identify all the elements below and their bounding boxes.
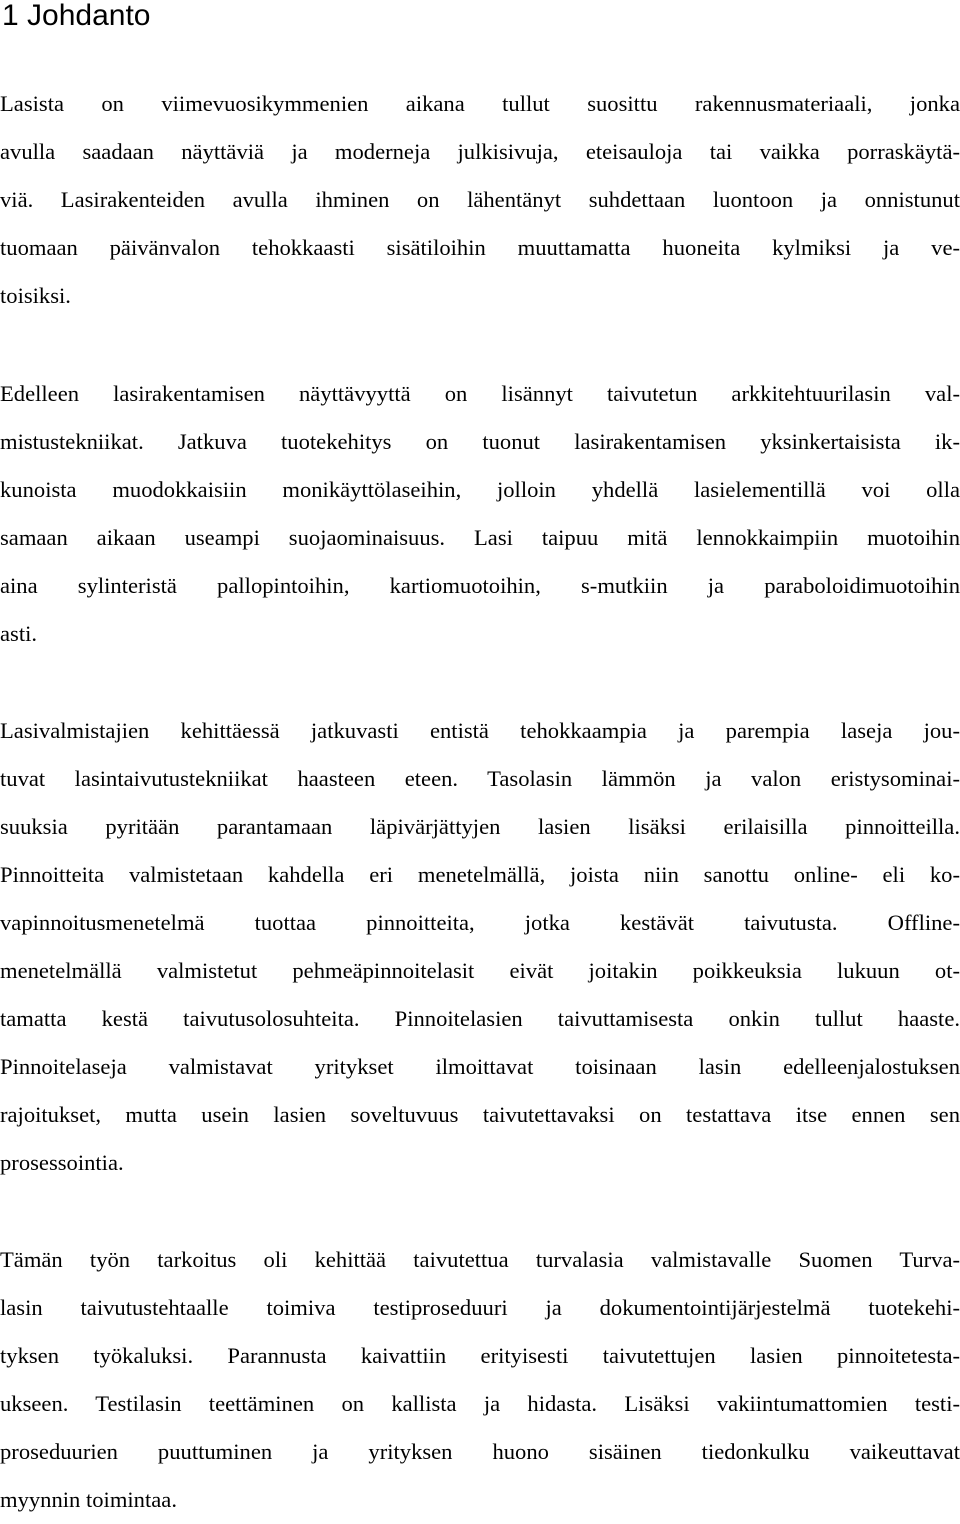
text-line: ukseen. Testilasin teettäminen on kallista ja hidasta. Lisäksi vakiintumattomien testi- [0,1391,960,1416]
paragraph-1 [0,80,960,320]
text-line: aina sylinteristä pallopintoihin, kartiomuotoihin, s-mutkiin ja paraboloidimuotoihin [0,573,960,598]
text-line: vapinnoitusmenetelmä tuottaa pinnoitteita, jotka kestävät taivutusta. Offline- [0,910,960,935]
text-line: tyksen työkaluksi. Parannusta kaivattiin erityisesti taivutettujen lasien pinnoitetesta- [0,1343,960,1368]
text-line: samaan aikaan useampi suojaominaisuus. Lasi taipuu mitä lennokkaimpiin muotoihin [0,525,960,550]
text-line: tuomaan päivänvalon tehokkaasti sisätiloihin muuttamatta huoneita kylmiksi ja ve- [0,235,960,260]
text-line: menetelmällä valmistetut pehmeäpinnoitelasit eivät joitakin poikkeuksia lukuun ot- [0,958,960,983]
text-line: toisiksi. [0,283,71,308]
text-line: Pinnoitteita valmistetaan kahdella eri menetelmällä, joista niin sanottu online- eli ko- [0,862,960,887]
text-line: Lasivalmistajien kehittäessä jatkuvasti entistä tehokkaampia ja parempia laseja jou- [0,718,960,743]
text-line: asti. [0,621,38,646]
text-line: Edelleen lasirakentamisen näyttävyyttä on lisännyt taivutetun arkkitehtuurilasin val- [0,381,960,406]
text-line: viä. Lasirakenteiden avulla ihminen on lähentänyt suhdettaan luontoon ja onnistunut [0,187,960,212]
text-line: lasin taivutustehtaalle toimiva testiproseduuri ja dokumentointijärjestelmä tuotekehi- [0,1295,960,1320]
text-line: Tämän työn tarkoitus oli kehittää taivutettua turvalasia valmistavalle Suomen Turva- [0,1247,960,1272]
text-line: Lasista on viimevuosikymmenien aikana tullut suosittu rakennusmateriaali, jonka [0,91,960,116]
text-line: mistustekniikat. Jatkuva tuotekehitys on tuonut lasirakentamisen yksinkertaisista ik- [0,429,960,454]
chapter-heading: 1 Johdanto [2,0,151,32]
text-line: Pinnoitelaseja valmistavat yritykset ilmoittavat toisinaan lasin edelleenjalostuksen [0,1054,960,1079]
paragraph-2 [0,370,960,658]
text-line: kunoista muodokkaisiin monikäyttölaseihin, jolloin yhdellä lasielementillä voi olla [0,477,960,502]
text-line: tamatta kestä taivutusolosuhteita. Pinnoitelasien taivuttamisesta onkin tullut haaste. [0,1006,960,1031]
paragraph-4 [0,1236,960,1524]
text-line: avulla saadaan näyttäviä ja moderneja julkisivuja, eteisauloja tai vaikka porraskäytä- [0,139,960,164]
paragraph-3 [0,707,960,1187]
text-line: rajoitukset, mutta usein lasien soveltuvuus taivutettavaksi on testattava itse ennen sen [0,1102,960,1127]
text-line: suuksia pyritään parantamaan läpivärjättyjen lasien lisäksi erilaisilla pinnoitteilla. [0,814,960,839]
text-line: prosessointia. [0,1150,124,1175]
text-line: proseduurien puuttuminen ja yrityksen huono sisäinen tiedonkulku vaikeuttavat [0,1439,960,1464]
text-line: myynnin toimintaa. [0,1487,177,1512]
text-line: tuvat lasintaivutustekniikat haasteen eteen. Tasolasin lämmön ja valon eristysominai- [0,766,960,791]
